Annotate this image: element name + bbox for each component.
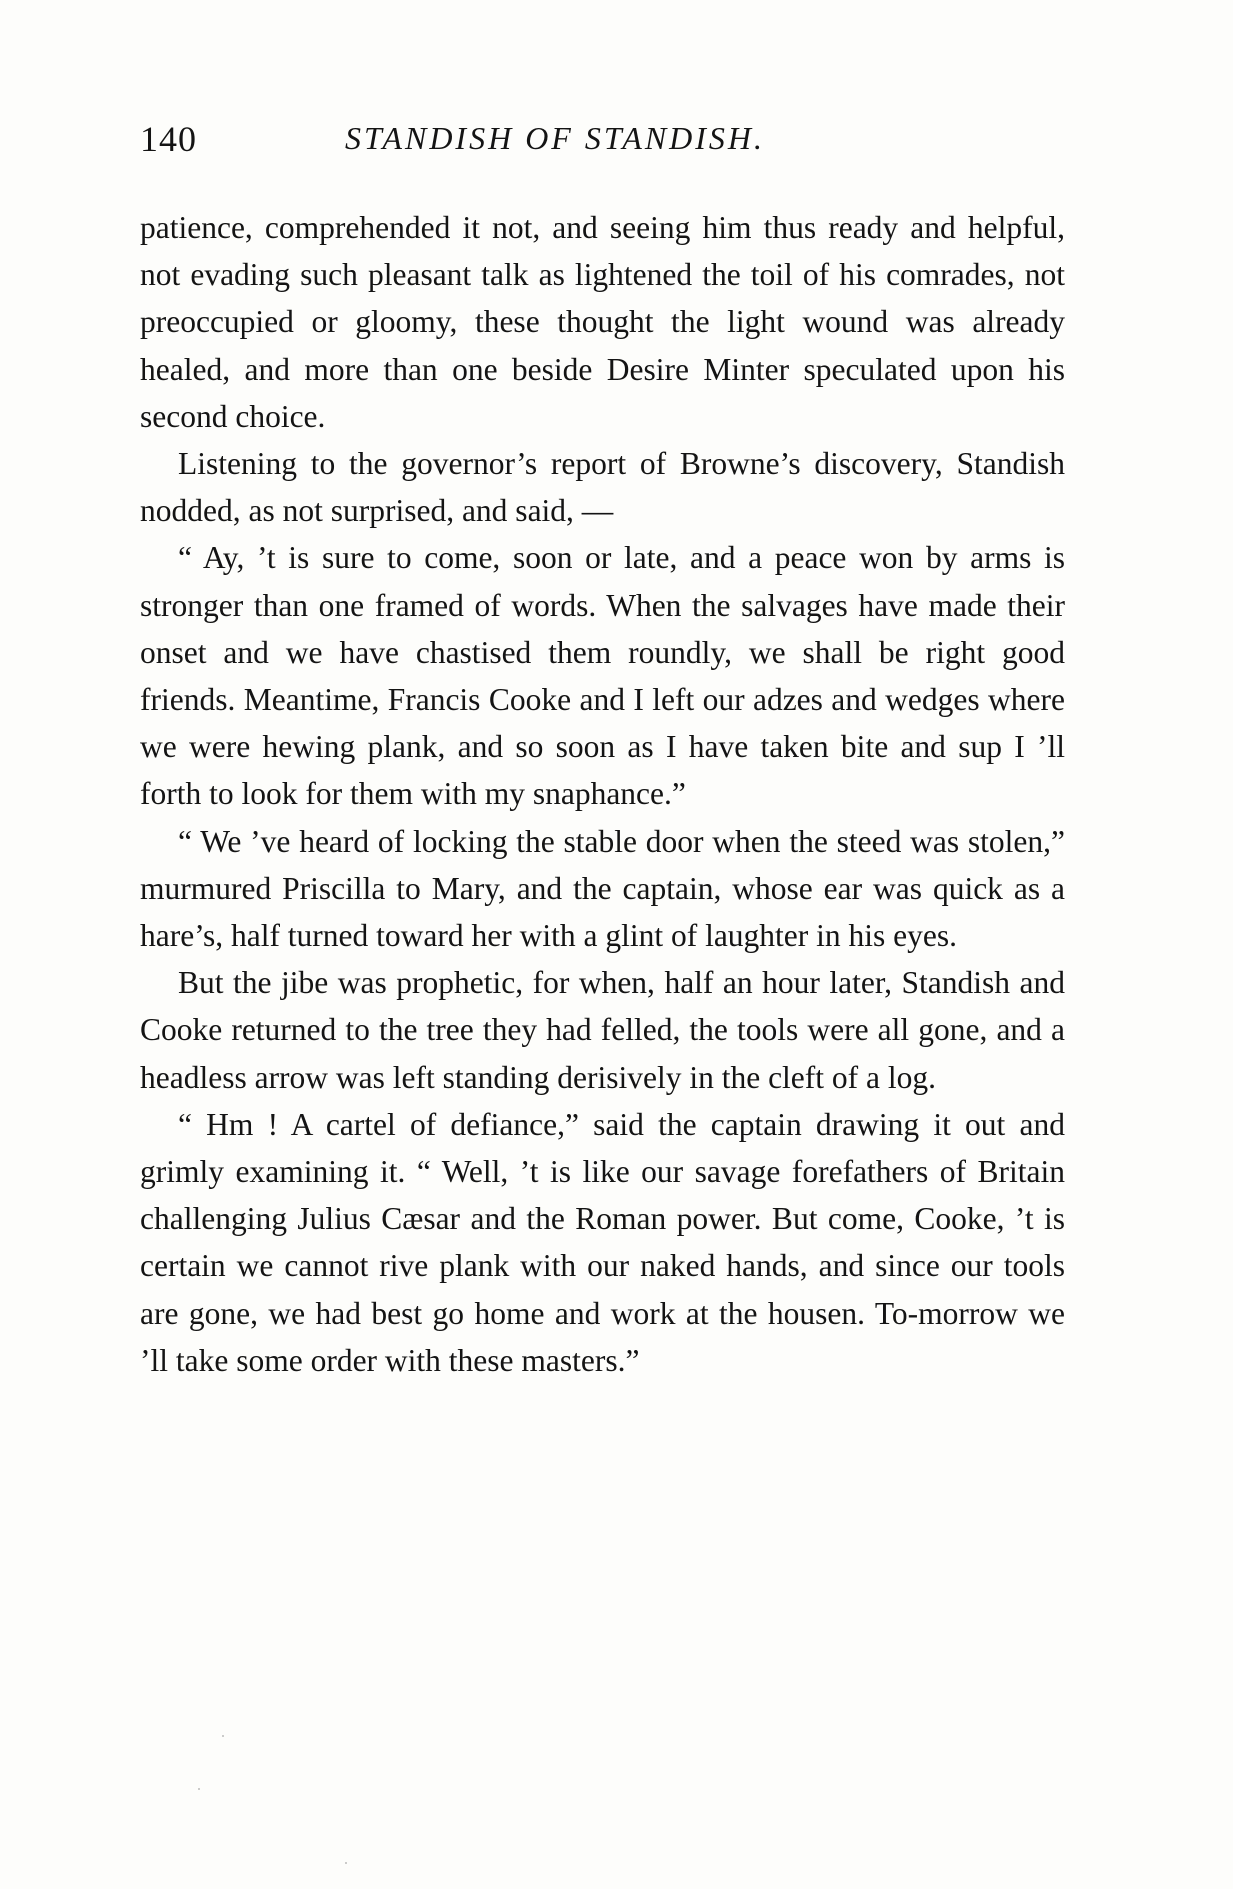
page-header (140, 118, 1070, 168)
paragraph: But the jibe was prophetic, for when, half an hour later, Standish and Cooke returned to the tree they had felled, the tools were all gone, and a headless arrow was left standing derisively in the cleft of a log. (140, 965, 1065, 1095)
paper-speck (345, 1862, 347, 1864)
paper-speck (198, 1788, 200, 1790)
paragraph: Listening to the governor’s report of Browne’s discovery, Standish nodded, as not surprised, and said, — (140, 446, 1065, 529)
paragraph: “ Hm ! A cartel of defiance,” said the captain drawing it out and grimly examining it. “ Well, ’t is like our savage forefathers of Britain challenging Julius Cæsar and the Roman power. But come, Cooke, ’t is certain we cannot rive plank with our naked hands, and since our tools are gone, we had best go home and work at the housen. To-morrow we ’ll take some order with these masters.” (140, 1106, 1065, 1378)
paragraph: “ We ’ve heard of locking the stable door when the steed was stolen,” murmured Priscilla to Mary, and the captain, whose ear was quick as a hare’s, half turned toward her with a glint of laughter in his eyes. (140, 823, 1065, 954)
body-text (140, 204, 1065, 1384)
paper-speck (222, 1735, 224, 1737)
paragraph-continuation: patience, comprehended it not, and seeing him thus ready and helpful, not evading such pleasant talk as lightened the toil of his comrades, not preoccupied or gloomy, these thought the light wound was already healed, and more than one beside Desire Minter speculated upon his second choice. (140, 210, 1065, 434)
running-title: STANDISH OF STANDISH. (345, 120, 766, 156)
paragraph: “ Ay, ’t is sure to come, soon or late, and a peace won by arms is stronger than one framed of words. When the salvages have made their onset and we have chastised them roundly, we shall be right good friends. Meantime, Francis Cooke and I left our adzes and wedges where we were hewing plank, and so soon as I have taken bite and sup I ’ll forth to look for them with my snaphance.” (140, 540, 1065, 812)
page-number: 140 (140, 119, 197, 159)
